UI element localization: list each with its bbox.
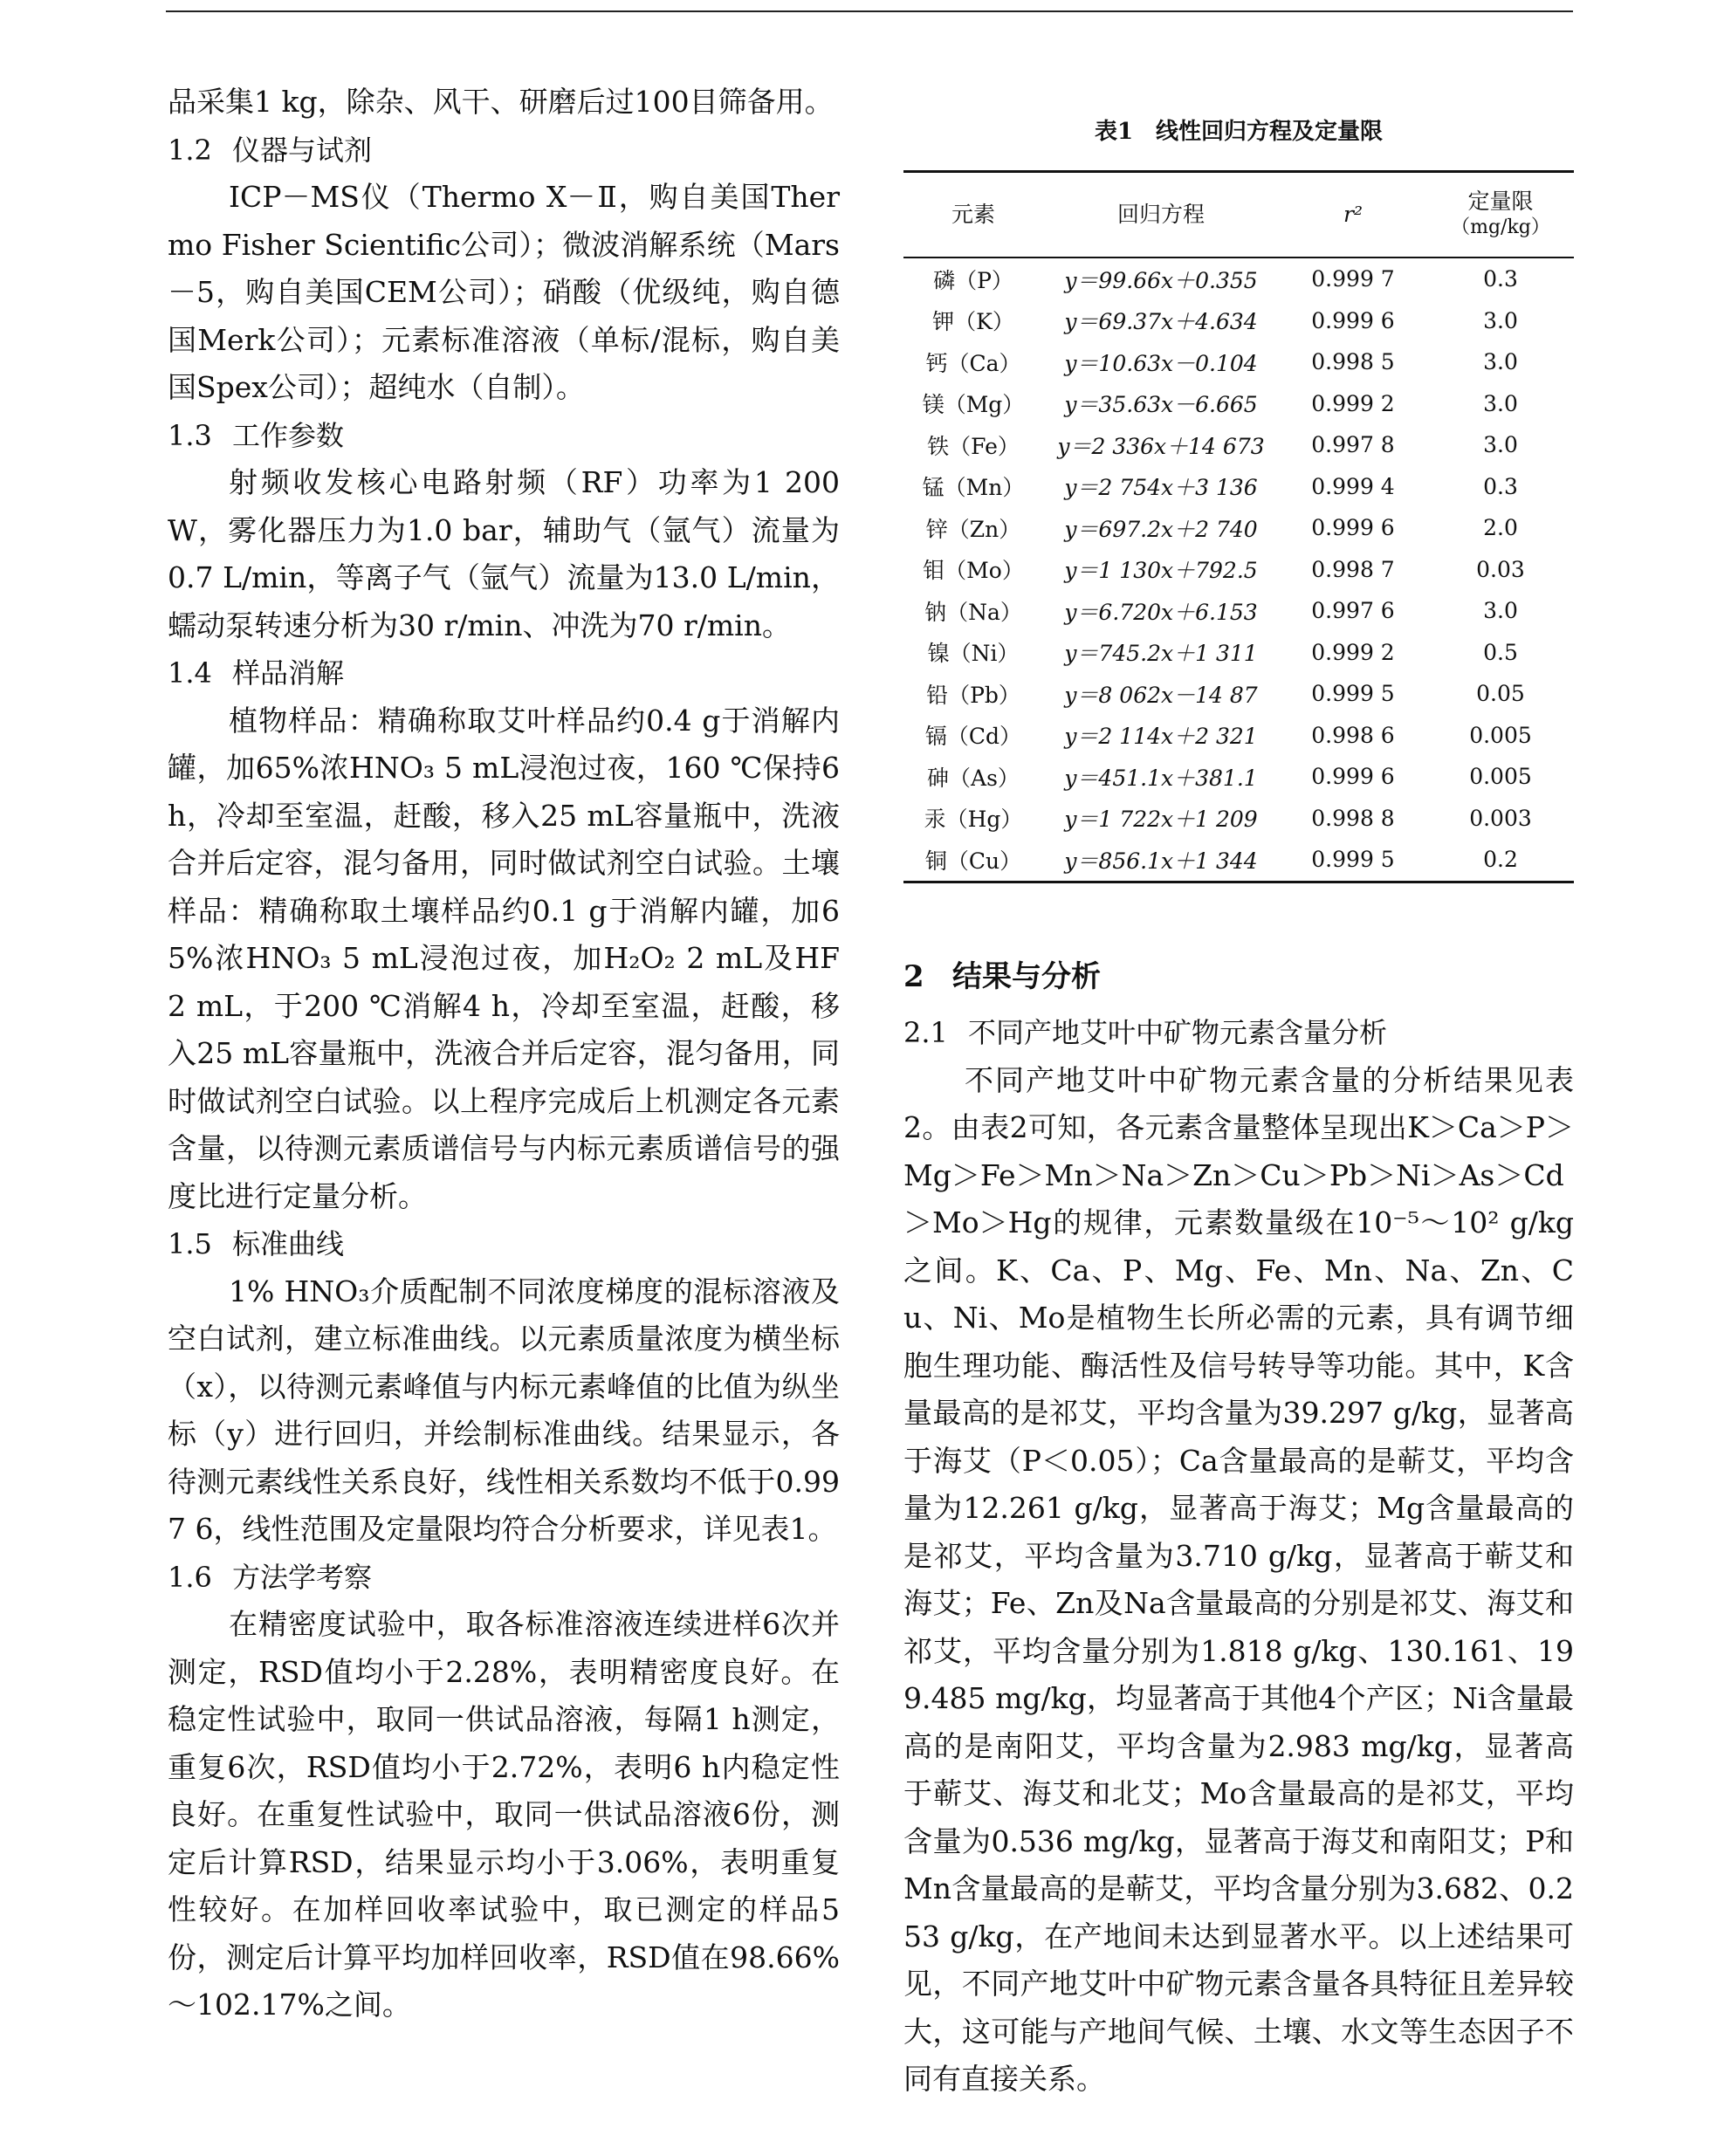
cell-r2: 0.999 6	[1311, 307, 1395, 333]
table-row	[903, 756, 1574, 798]
cell-r2: 0.999 5	[1311, 681, 1395, 707]
section-heading-1-3	[168, 412, 840, 460]
table-row	[903, 715, 1574, 757]
header-loq-unit: （mg/kg）	[1451, 216, 1550, 238]
cell-equation: y＝69.37x＋4.634	[1064, 309, 1258, 335]
left-column	[168, 79, 840, 2029]
header-rule	[166, 10, 1573, 12]
cell-element: 铁（Fe）	[927, 433, 1020, 459]
cell-r2: 0.998 8	[1311, 805, 1395, 831]
cell-loq: 3.0	[1483, 307, 1518, 333]
cell-loq: 0.03	[1476, 556, 1525, 582]
cell-equation: y＝1 130x＋792.5	[1064, 558, 1258, 584]
cell-element: 铅（Pb）	[926, 682, 1020, 708]
cell-r2: 0.998 5	[1311, 349, 1395, 375]
header-r2: r²	[1343, 202, 1363, 227]
cell-equation: y＝10.63x－0.104	[1064, 350, 1258, 376]
section-heading-2	[903, 953, 1574, 1001]
header-loq	[1427, 172, 1574, 258]
cell-equation: y＝2 336x＋14 673	[1057, 433, 1265, 459]
section-heading-1-2	[168, 127, 840, 175]
cell-r2: 0.997 8	[1311, 432, 1395, 458]
section-heading-1-4	[168, 649, 840, 697]
cell-r2: 0.999 2	[1311, 639, 1395, 665]
cell-r2: 0.999 6	[1311, 515, 1395, 541]
cell-element: 镉（Cd）	[924, 724, 1022, 750]
cell-element: 钾（K）	[932, 309, 1014, 335]
cell-element: 钙（Ca）	[925, 350, 1021, 376]
cell-element: 汞（Hg）	[924, 807, 1023, 833]
table-row	[903, 839, 1574, 882]
table-row	[903, 300, 1574, 342]
section-number: 1.6	[168, 1560, 212, 1594]
section-title: 工作参数	[232, 418, 345, 452]
paragraph-standard-curve: 1% HNO₃介质配制不同浓度梯度的混标溶液及空白试剂，建立标准曲线。以元素质量浓度为横坐标（x），以待测元素峰值与内标元素峰值的比值为纵坐标（y）进行回归，并绘制标准曲线。结果显示，各待测元素线性关系良好，线性相关系数均不低于0.997 6，线性范围及定量限均符合分析要求，详见表1。	[168, 1274, 840, 1546]
header-element: 元素	[951, 202, 995, 227]
section-number: 1.3	[168, 418, 212, 452]
cell-r2: 0.999 7	[1311, 266, 1395, 292]
section-title: 样品消解	[232, 656, 345, 690]
cell-loq: 2.0	[1483, 515, 1518, 541]
section-title: 结果与分析	[952, 958, 1101, 994]
cell-r2: 0.998 7	[1311, 556, 1395, 582]
section-number: 1.5	[168, 1227, 212, 1260]
cell-loq: 3.0	[1483, 432, 1518, 458]
section-heading-1-6	[168, 1554, 840, 1602]
cell-equation: y＝8 062x－14 87	[1064, 682, 1258, 708]
cell-equation: y＝99.66x＋0.355	[1064, 267, 1258, 293]
paragraph-methodology: 在精密度试验中，取各标准溶液连续进样6次并测定，RSD值均小于2.28%，表明精密度良好。在稳定性试验中，取同一供试品溶液，每隔1 h测定，重复6次，RSD值均小于2.72%，表明6 h内稳定性良好。在重复性试验中，取同一供试品溶液6份，测定后计算RSD，结果显示均小于3.06%，表明重复性较好。在加样回收率试验中，取已测定的样品5份，测定后计算平均加样回收率，RSD值在98.66%～102.17%之间。	[168, 1607, 840, 2022]
cell-r2: 0.999 5	[1311, 847, 1395, 873]
cell-equation: y＝35.63x－6.665	[1064, 392, 1258, 418]
paragraph-digestion: 植物样品：精确称取艾叶样品约0.4 g于消解内罐，加65%浓HNO₃ 5 mL浸泡过夜，160 ℃保持6 h，冷却至室温，赶酸，移入25 mL容量瓶中，洗液合并后定容，混匀备用，同时做试剂空白试验。土壤样品：精确称取土壤样品约0.1 g于消解内罐，加65%浓HNO₃ 5 mL浸泡过夜，加H₂O₂ 2 mL及HF 2 mL，于200 ℃消解4 h，冷却至室温，赶酸，移入25 mL容量瓶中，洗液合并后定容，混匀备用，同时做试剂空白试验。以上程序完成后上机测定各元素含量，以待测元素质谱信号与内标元素质谱信号的强度比进行定量分析。	[168, 703, 840, 1213]
cell-equation: y＝697.2x＋2 740	[1064, 516, 1258, 542]
section-number: 1.4	[168, 656, 212, 690]
cell-equation: y＝2 754x＋3 136	[1064, 475, 1258, 501]
table-row	[903, 673, 1574, 715]
cell-element: 钠（Na）	[924, 599, 1022, 625]
cell-element: 镍（Ni）	[927, 641, 1020, 667]
cell-r2: 0.999 4	[1311, 473, 1395, 499]
table-row	[903, 590, 1574, 632]
table-row	[903, 798, 1574, 840]
section-title: 仪器与试剂	[232, 133, 373, 167]
cell-r2: 0.997 6	[1311, 598, 1395, 624]
cell-element: 砷（As）	[927, 765, 1020, 791]
cell-loq: 3.0	[1483, 390, 1518, 416]
cell-loq: 0.005	[1469, 764, 1532, 790]
cell-r2: 0.999 2	[1311, 390, 1395, 416]
cell-loq: 0.2	[1483, 847, 1518, 873]
right-column	[903, 79, 1574, 2104]
section-heading-2-1	[903, 1009, 1574, 1057]
cell-loq: 0.003	[1469, 805, 1532, 831]
cell-loq: 0.05	[1476, 681, 1525, 707]
table-row	[903, 507, 1574, 549]
table-body	[903, 257, 1574, 882]
paragraph-continued: 品采集1 kg，除杂、风干、研磨后过100目筛备用。	[168, 85, 834, 119]
cell-equation: y＝6.720x＋6.153	[1064, 599, 1258, 625]
table-row	[903, 257, 1574, 300]
cell-element: 锰（Mn）	[922, 475, 1025, 501]
cell-equation: y＝856.1x＋1 344	[1064, 848, 1258, 874]
table-1	[903, 113, 1574, 883]
table-header-row	[903, 172, 1574, 258]
cell-loq: 3.0	[1483, 598, 1518, 624]
table-caption: 表1 线性回归方程及定量限	[1094, 119, 1384, 145]
section-title: 标准曲线	[232, 1227, 345, 1260]
cell-equation: y＝2 114x＋2 321	[1064, 724, 1258, 750]
cell-element: 铜（Cu）	[924, 848, 1022, 874]
paragraph-results: 不同产地艾叶中矿物元素含量的分析结果见表2。由表2可知，各元素含量整体呈现出K＞Ca＞P＞Mg＞Fe＞Mn＞Na＞Zn＞Cu＞Pb＞Ni＞As＞Cd＞Mo＞Hg的规律，元素数量级在10⁻⁵～10² g/kg之间。K、Ca、P、Mg、Fe、Mn、Na、Zn、Cu、Ni、Mo是植物生长所必需的元素，具有调节细胞生理功能、酶活性及信号转导等功能。其中，K含量最高的是祁艾，平均含量为39.297 g/kg，显著高于海艾（P＜0.05）；Ca含量最高的是蕲艾，平均含量为12.261 g/kg，显著高于海艾；Mg含量最高的是祁艾，平均含量为3.710 g/kg，显著高于蕲艾和海艾；Fe、Zn及Na含量最高的分别是祁艾、海艾和祁艾，平均含量分别为1.818 g/kg、130.161、199.485 mg/kg，均显著高于其他4个产区；Ni含量最高的是南阳艾，平均含量为2.983 mg/kg，显著高于蕲艾、海艾和北艾；Mo含量最高的是祁艾，平均含量为0.536 mg/kg，显著高于海艾和南阳艾；P和Mn含量最高的是蕲艾，平均含量分别为3.682、0.253 g/kg，在产地间未达到显著水平。以上述结果可见，不同产地艾叶中矿物元素含量各具特征且差异较大，这可能与产地间气候、土壤、水文等生态因子不同有直接关系。	[903, 1062, 1574, 2096]
cell-element: 镁（Mg）	[922, 392, 1025, 418]
section-title: 方法学考察	[232, 1560, 373, 1594]
table-row	[903, 466, 1574, 508]
cell-r2: 0.998 6	[1311, 722, 1395, 748]
cell-equation: y＝451.1x＋381.1	[1064, 765, 1258, 791]
cell-equation: y＝1 722x＋1 209	[1064, 807, 1258, 833]
section-number: 1.2	[168, 133, 212, 167]
cell-loq: 0.3	[1483, 473, 1518, 499]
header-loq-label: 定量限	[1467, 189, 1534, 214]
section-number: 2.1	[903, 1016, 948, 1049]
cell-equation: y＝745.2x＋1 311	[1064, 641, 1258, 667]
section-title: 不同产地艾叶中矿物元素含量分析	[968, 1016, 1388, 1049]
regression-table	[903, 170, 1574, 883]
cell-loq: 3.0	[1483, 349, 1518, 375]
cell-r2: 0.999 6	[1311, 764, 1395, 790]
table-row	[903, 341, 1574, 383]
section-number: 2	[903, 958, 924, 994]
table-row	[903, 549, 1574, 591]
cell-loq: 0.005	[1469, 722, 1532, 748]
table-row	[903, 424, 1574, 466]
paragraph-parameters: 射频收发核心电路射频（RF）功率为1 200 W，雾化器压力为1.0 bar，辅助气（氩气）流量为0.7 L/min，等离子气（氩气）流量为13.0 L/min，蠕动泵转速分析为30 r/min、冲洗为70 r/min。	[168, 465, 840, 642]
cell-element: 钼（Mo）	[923, 558, 1024, 584]
cell-element: 锌（Zn）	[925, 516, 1021, 542]
table-row	[903, 632, 1574, 674]
cell-loq: 0.5	[1483, 639, 1518, 665]
cell-element: 磷（P）	[933, 267, 1013, 293]
header-equation: 回归方程	[1116, 202, 1205, 227]
table-row	[903, 383, 1574, 425]
cell-loq: 0.3	[1483, 266, 1518, 292]
paragraph-instruments: ICP－MS仪（Thermo X－Ⅱ，购自美国Thermo Fisher Scientific公司）；微波消解系统（Mars－5，购自美国CEM公司）；硝酸（优级纯，购自德国Merk公司）；元素标准溶液（单标/混标，购自美国Spex公司）；超纯水（自制）。	[168, 180, 840, 404]
section-heading-1-5	[168, 1220, 840, 1268]
